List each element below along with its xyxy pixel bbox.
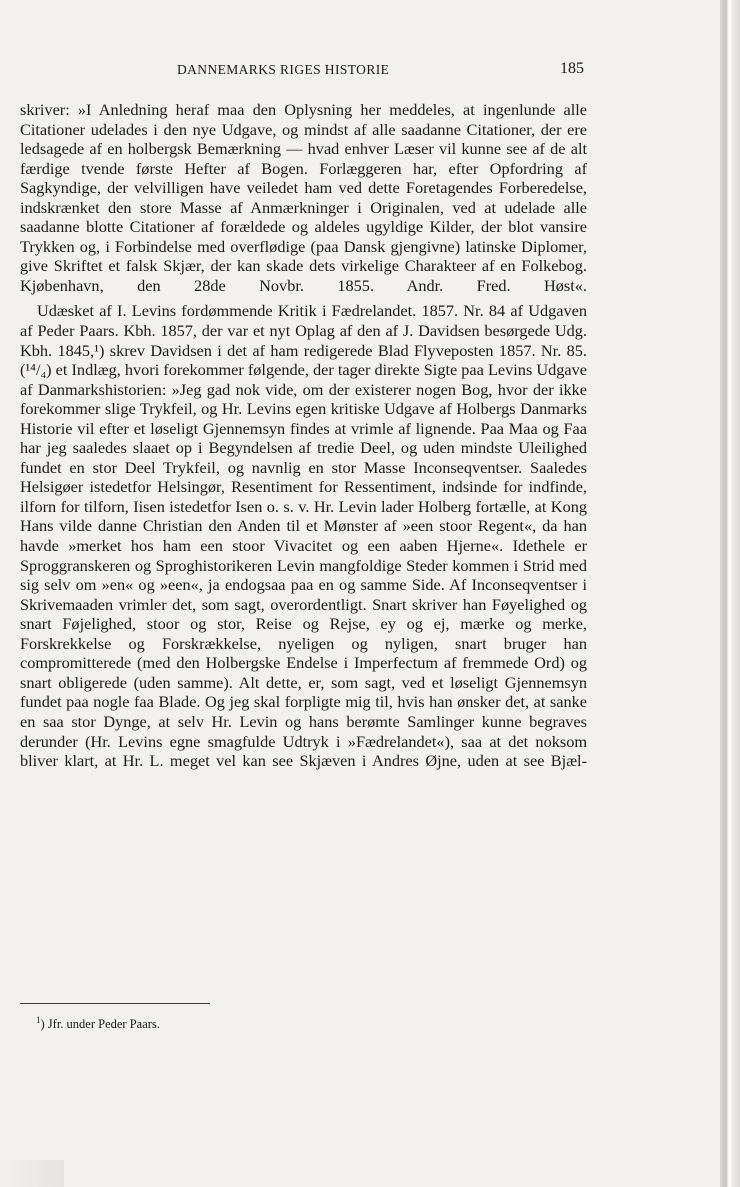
page-number: 185	[560, 60, 584, 77]
footnote-marker: 1	[36, 1015, 41, 1025]
footnote-rule	[20, 1003, 210, 1004]
paragraph-quote-continuation: skriver: »I Anledning heraf maa den Oplysning her meddeles, at ingenlunde alle Citationer udelades i den nye Udgave, og mindst af alle saadanne Citationer, der ere ledsagede af en holbergsk Bemærkning — hvad enhver Læser vil kunne see af de alt færdige tvende første Hefter af Bogen. Forlæggeren har, efter Opfordring af Sagkyndige, der velvilligen have veiledet ham ved dette Foretagendes Forberedelse, indskrænket den store Masse af Anmærkninger i Originalen, ved at udelade alle saadanne blotte Citationer af forældede og aldeles ugyldige Kilder, der blot vansire Trykken og, i Forbindelse med overflødige (paa Dansk gjengivne) latinske Diplomer, give Skriftet et falsk Skjær, der kan skade dets virkelige Charakteer af en Folkebog. Kjøbenhavn, den 28de Novbr. 1855. Andr. Fred. Høst«.	[20, 100, 587, 295]
running-title: DANNEMARKS RIGES HISTORIE	[177, 62, 390, 77]
body-text	[20, 100, 587, 771]
page-edge	[720, 0, 740, 1187]
scan-shadow	[0, 1160, 64, 1187]
footnote-close-paren: )	[40, 1017, 48, 1032]
footnote-text: Jfr. under Peder Paars.	[47, 1017, 160, 1032]
paragraph-davidsen-critique: Udæsket af I. Levins fordømmende Kritik i Fædrelandet. 1857. Nr. 84 af Udgaven af Peder Paars. Kbh. 1857, der var et nyt Oplag af den af J. Davidsen besørgede Udg. Kbh. 1845,¹) skrev Davidsen i det af ham redigerede Blad Flyveposten 1857. Nr. 85. (¹⁴/₄) et Indlæg, hvori forekommer følgende, der tager direkte Sigte paa Levins Udgave af Danmarkshistorien: »Jeg gad nok vide, om der existerer nogen Bog, hvor der ikke forekommer slige Trykfeil, og Hr. Levins egen kritiske Udgave af Holbergs Danmarks Historie vil efter et løseligt Gjennemsyn findes at vrimle af lignende. Paa Maa og Faa har jeg saaledes slaaet op i Begyndelsen af tredie Deel, og uden mindste Uleilighed fundet en stor Deel Trykfeil, og navnlig en stor Masse Inconseqventser. Saaledes Helsigøer istedetfor Helsingør, Resentiment for Ressentiment, indsinde for indfinde, ilforn for tilforn, Iisen istedetfor Isen o. s. v. Hr. Levin lader Holberg fortælle, at Kong Hans vilde danne Christian den Anden til et Mønster af »een stoor Regent«, da han havde »merket hos ham een stoor Vivacitet og een aaben Hjerne«. Idethele er Sproggranskeren og Sproghistorikeren Levin mangfoldige Steder kommen i Strid med sig selv om »en« og »een«, ja endogsaa paa en og samme Side. Af Inconseqventser i Skrivemaaden vrimler det, som sagt, overordentligt. Snart skriver han Føyelighed og snart Føjelighed, stoor og stor, Reise og Rejse, ey og ej, mærke og merke, Forskrekkelse og Forskrækkelse, nyeligen og nyligen, snart bruger han compromitterede (med den Holbergske Endelse i Imperfectum af fremmede Ord) og snart obligerede (uden samme). Alt dette, er, som sagt, ved et løseligt Gjennemsyn fundet paa nogle faa Blade. Og jeg skal forpligte mig til, hvis han ønsker det, at sanke en saa stor Dynge, at selv Hr. Levin og hans berømte Samlinger kunne begraves derunder (Hr. Levins egne smagfulde Udtryk i »Fædrelandet«), saa at det noksom bliver klart, at Hr. L. meget vel kan see Skjæven i Andres Øjne, uden at see Bjæl-	[20, 301, 587, 771]
page-header	[0, 62, 720, 84]
footnote	[36, 1012, 160, 1032]
